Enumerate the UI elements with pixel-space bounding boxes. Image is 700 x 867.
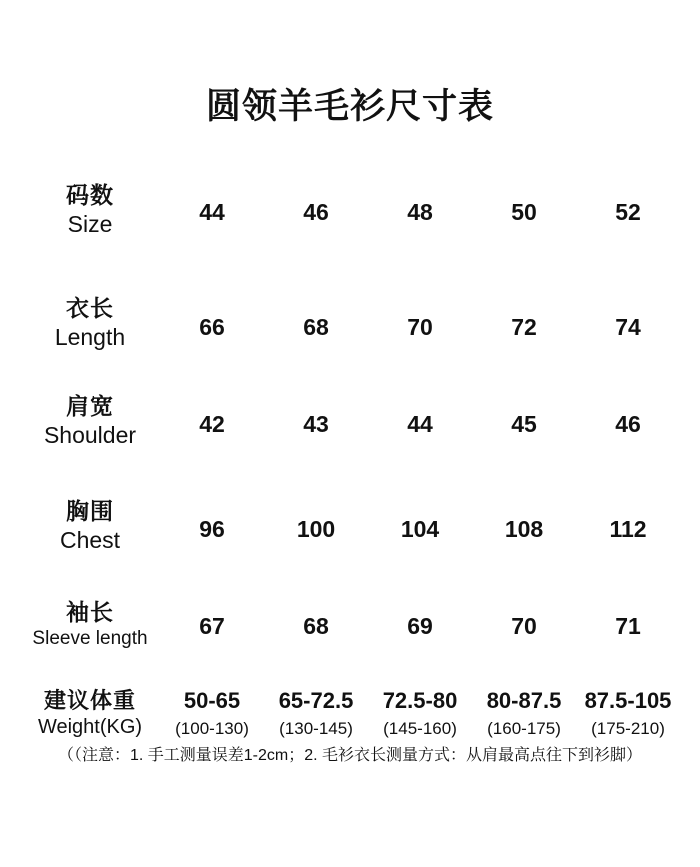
row-header-size-en: Size xyxy=(67,211,113,237)
row-header-sleeve-cn: 袖长 xyxy=(66,598,114,625)
cell-sleeve-5: 71 xyxy=(615,612,641,639)
table-row xyxy=(20,373,680,470)
size-chart-table xyxy=(20,165,680,756)
cell-length-1: 66 xyxy=(199,313,225,340)
cell-shoulder-2: 43 xyxy=(303,410,329,437)
cell-sleeve-4: 70 xyxy=(511,612,537,639)
row-header-shoulder xyxy=(20,373,160,470)
cell-weight-1-sub: (100-130) xyxy=(175,718,249,738)
cell-size-5: 52 xyxy=(615,198,641,225)
row-header-size-cn: 码数 xyxy=(66,182,114,209)
table-row xyxy=(20,165,680,270)
cell-chest-3: 104 xyxy=(400,515,440,542)
row-header-sleeve xyxy=(20,575,160,672)
cell-sleeve-3: 69 xyxy=(407,612,433,639)
cell-size-1: 44 xyxy=(199,198,225,225)
cell-chest-4: 108 xyxy=(504,515,544,542)
cell-weight-5-sub: (175-210) xyxy=(591,718,665,738)
row-header-length-en: Length xyxy=(54,324,126,350)
page-title: 圆领羊毛衫尺寸表 xyxy=(205,87,494,126)
cell-size-2: 46 xyxy=(303,198,329,225)
cell-weight-2-sub: (130-145) xyxy=(279,718,353,738)
cell-chest-5: 112 xyxy=(609,515,647,542)
cell-shoulder-4: 45 xyxy=(511,410,537,437)
cell-size-4: 50 xyxy=(511,198,537,225)
row-header-length-cn: 衣长 xyxy=(66,295,114,322)
row-header-size xyxy=(20,165,160,270)
row-header-length xyxy=(20,270,160,373)
table-row xyxy=(20,575,680,672)
cell-weight-4-sub: (160-175) xyxy=(487,718,561,738)
cell-weight-1-main: 50-65 xyxy=(183,688,241,714)
table-row xyxy=(20,470,680,575)
cell-size-3: 48 xyxy=(407,198,433,225)
cell-weight-4-main: 80-87.5 xyxy=(486,688,562,714)
row-header-shoulder-en: Shoulder xyxy=(43,422,137,448)
cell-weight-5-main: 87.5-105 xyxy=(584,688,672,714)
cell-length-5: 74 xyxy=(615,313,641,340)
cell-shoulder-1: 42 xyxy=(199,410,225,437)
cell-shoulder-5: 46 xyxy=(615,410,641,437)
cell-weight-2-main: 65-72.5 xyxy=(278,688,354,714)
cell-chest-1: 96 xyxy=(199,515,225,542)
cell-sleeve-1: 67 xyxy=(199,612,225,639)
row-header-weight-cn: 建议体重 xyxy=(43,688,136,714)
table-row xyxy=(20,270,680,373)
row-header-weight-en: Weight(KG) xyxy=(37,715,143,738)
cell-chest-2: 100 xyxy=(296,515,336,542)
cell-sleeve-2: 68 xyxy=(303,612,329,639)
row-header-chest-cn: 胸围 xyxy=(66,498,114,525)
cell-shoulder-3: 44 xyxy=(407,410,433,437)
cell-weight-3-main: 72.5-80 xyxy=(382,688,458,714)
cell-length-4: 72 xyxy=(511,313,537,340)
row-header-sleeve-en: Sleeve length xyxy=(32,627,148,649)
row-header-chest-en: Chest xyxy=(59,527,121,553)
measurement-note: （（注意：1. 手工测量误差1-2cm；2. 毛衫衣长测量方式：从肩最高点往下到衫脚） xyxy=(57,747,643,764)
cell-length-3: 70 xyxy=(407,313,433,340)
cell-length-2: 68 xyxy=(303,313,329,340)
cell-weight-3-sub: (145-160) xyxy=(383,718,457,738)
row-header-shoulder-cn: 肩宽 xyxy=(66,393,114,420)
row-header-chest xyxy=(20,470,160,575)
